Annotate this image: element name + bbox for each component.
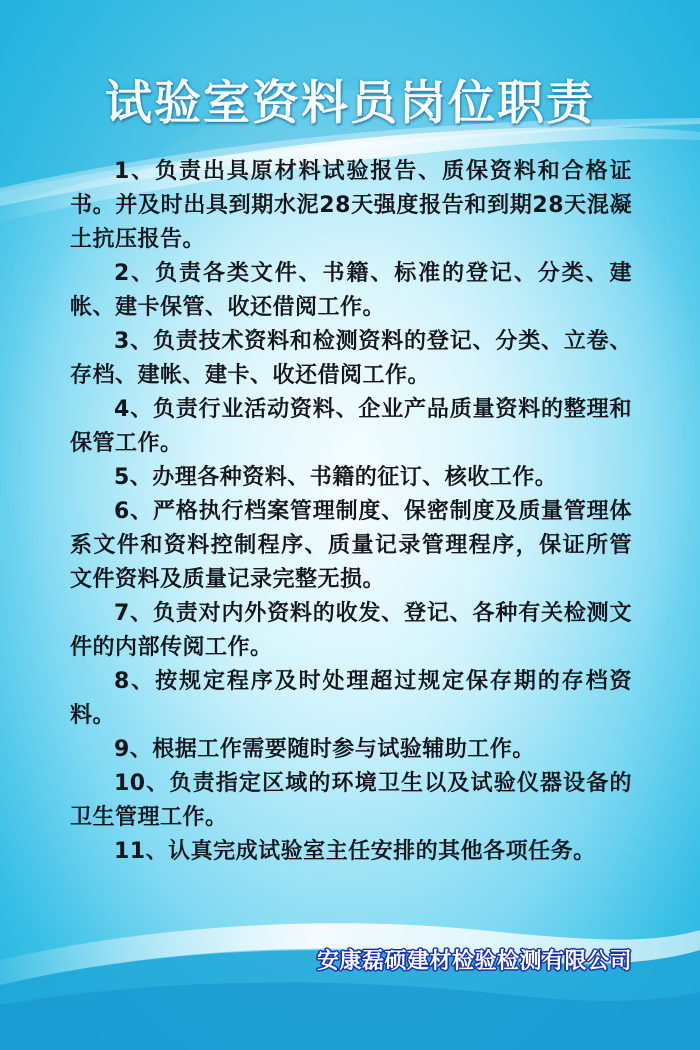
poster-title: 试验室资料员岗位职责 [105, 76, 595, 131]
duty-item-8: 8、按规定程序及时处理超过规定保存期的存档资料。 [70, 669, 632, 728]
duty-item-7: 7、负责对内外资料的收发、登记、各种有关检测文件的内部传阅工作。 [70, 601, 632, 660]
duty-item-9: 9、根据工作需要随时参与试验辅助工作。 [114, 737, 535, 762]
duty-list [70, 155, 632, 869]
duty-item-2: 2、负责各类文件、书籍、标准的登记、分类、建帐、建卡保管、收还借阅工作。 [70, 261, 632, 320]
duty-item-6: 6、严格执行档案管理制度、保密制度及质量管理体系文件和资料控制程序、质量记录管理程序，保证所管文件资料及质量记录完整无损。 [70, 499, 632, 592]
duty-item-11: 11、认真完成试验室主任安排的其他各项任务。 [114, 839, 596, 864]
duty-item-1: 1、负责出具原材料试验报告、质保资料和合格证书。并及时出具到期水泥28天强度报告和到期28天混凝土抗压报告。 [70, 159, 632, 252]
duty-item-3: 3、负责技术资料和检测资料的登记、分类、立卷、存档、建帐、建卡、收还借阅工作。 [70, 329, 632, 388]
duty-item-10: 10、负责指定区域的环境卫生以及试验仪器设备的卫生管理工作。 [70, 771, 632, 830]
duty-item-5: 5、办理各种资料、书籍的征订、核收工作。 [114, 465, 558, 490]
company-name: 安康磊硕建材检验检测有限公司 [316, 949, 632, 974]
duty-item-4: 4、负责行业活动资料、企业产品质量资料的整理和保管工作。 [70, 397, 632, 456]
